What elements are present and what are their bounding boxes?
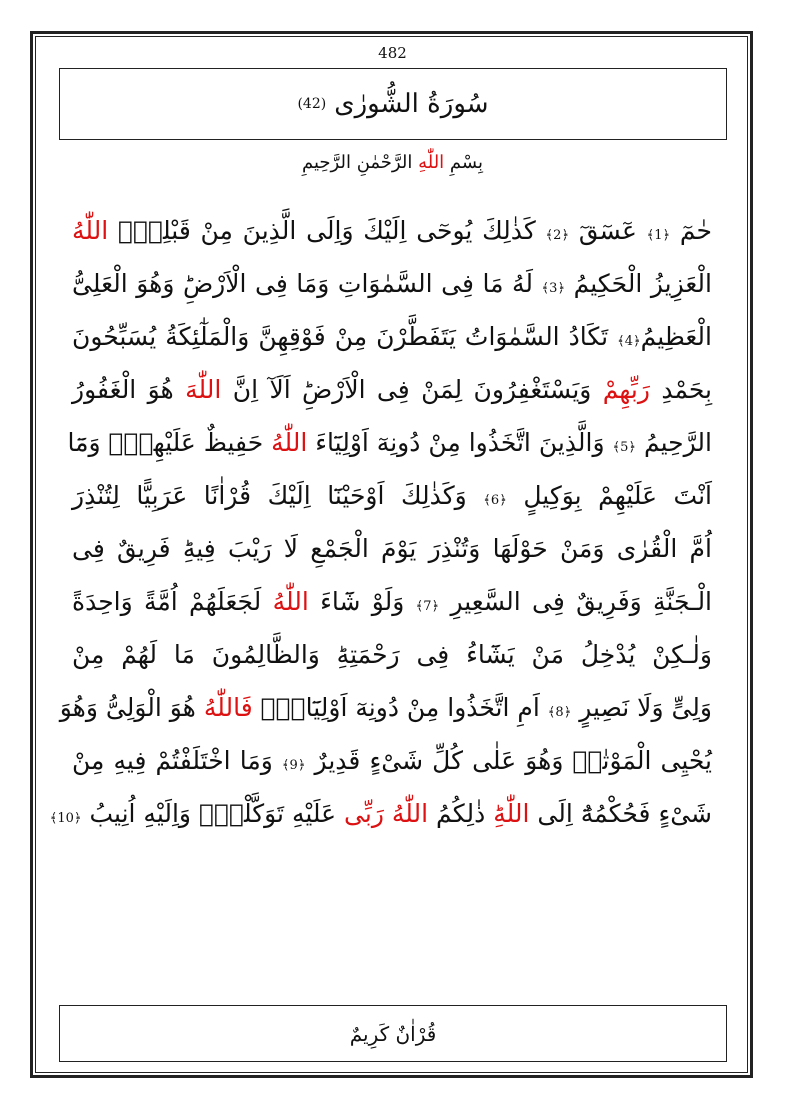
divine-name-text: اللّٰهِؕ: [493, 799, 530, 828]
divine-name-text: اللّٰهُ رَبِّى: [344, 799, 429, 828]
verse-text: وَالَّذِينَ اتَّخَذُوا مِنْ دُونِهٓ اَوْلِيَٓاءَ: [307, 428, 613, 457]
verse-line: [72, 204, 712, 257]
verse-text: تَكَادُ السَّمٰوَاتُ يَتَفَطَّرْنَ مِنْ فَوْقِهِنَّ وَالْمَلٰٓئِكَةُ يُسَبِّحُونَ: [72, 322, 618, 351]
verse-line: [72, 310, 712, 363]
verse-line: [72, 257, 712, 310]
verse-text: شَىْءٍ فَحُكْمُهُٓ اِلَى: [529, 799, 712, 828]
page-number: 482: [378, 44, 407, 62]
verse-text: اُمَّ الْقُرٰى وَمَنْ حَوْلَهَا وَتُنْذِرَ يَوْمَ الْجَمْعِ لَا رَيْبَ فِيهِؕ فَرِيقٌ فِى: [72, 534, 712, 563]
ayah-number: ﴿3﴾: [541, 281, 566, 296]
verse-text: وَمَا اخْتَلَفْتُمْ فِيهِ مِنْ: [72, 746, 282, 775]
verse-text: هُوَ الْوَلِىُّ وَهُوَ: [59, 693, 204, 722]
divine-name-text: فَاللّٰهُ: [203, 693, 253, 722]
surah-title: سُورَةُ الشُّورٰى: [334, 89, 489, 119]
divine-name-text: رَبِّهِمْ: [602, 375, 650, 404]
ayah-number: ﴿7﴾: [415, 599, 440, 614]
footer-box: [59, 1005, 727, 1062]
basmala-part: بِسْمِ: [444, 152, 483, 173]
ayah-number: ﴿1﴾: [646, 228, 671, 243]
verse-line: [72, 734, 712, 787]
ayah-number: ﴿2﴾: [545, 228, 570, 243]
divine-name-text: اللّٰهُ: [271, 428, 308, 457]
verse-text: وَكَذٰلِكَ اَوْحَيْنَٓا اِلَيْكَ قُرْاٰنًا عَرَبِيًّا لِتُنْذِرَ: [72, 481, 484, 510]
footer-text: قُرْاٰنٌ كَرِيمٌ: [349, 1021, 437, 1046]
verse-line: [72, 575, 712, 628]
verse-text: لَجَعَلَهُمْ اُمَّةً وَاحِدَةً: [72, 587, 273, 616]
verse-text: الرَّحِيمُ: [636, 428, 712, 457]
verse-line: [72, 628, 712, 681]
verse-line: [59, 681, 712, 734]
divine-name-text: اللّٰهُ: [72, 216, 109, 245]
verse-line: [72, 363, 712, 416]
verse-text: كَذٰلِكَ يُوحٓى اِلَيْكَ وَاِلَى الَّذِينَ مِنْ قَبْلِكَۙ: [108, 216, 546, 245]
surah-title-box: [59, 68, 727, 140]
ayah-number: ﴿8﴾: [547, 705, 572, 720]
surah-number: (42): [297, 96, 327, 112]
verse-line: [49, 787, 712, 840]
basmala-part: الرَّحْمٰنِ الرَّحِيمِ: [302, 152, 419, 173]
verse-text-block: [49, 204, 713, 840]
verse-line: [72, 469, 712, 522]
ayah-number: ﴿4﴾: [617, 334, 641, 349]
verse-text: هُوَ الْغَفُورُ: [72, 375, 186, 404]
verse-text: يُحْيِى الْمَوْتٰىۘ وَهُوَ عَلٰى كُلِّ شَىْءٍ قَدِيرٌ: [305, 746, 712, 775]
verse-text: حَفِيظٌ عَلَيْهِمْۘ وَمَٓا: [67, 428, 272, 457]
verse-line: [72, 522, 712, 575]
ayah-number: ﴿10﴾: [49, 811, 82, 826]
verse-text: وَلَوْ شَٓاءَ: [308, 587, 416, 616]
verse-text: وَلٰـكِنْ يُدْخِلُ مَنْ يَشَٓاءُ فِى رَحْمَتِهِؕ وَالظَّالِمُونَ مَا لَهُمْ مِنْ: [72, 640, 712, 669]
verse-text: عَلَيْهِ تَوَكَّلْتُۗ وَاِلَيْهِ اُنِيبُ: [81, 799, 345, 828]
verse-text: الْعَزِيزُ الْحَكِيمُ: [565, 269, 712, 298]
verse-line: [67, 416, 712, 469]
ayah-number: ﴿6﴾: [483, 493, 507, 508]
verse-text: بِحَمْدِ: [649, 375, 713, 404]
verse-text: عٓسٓقٓ: [569, 216, 647, 245]
verse-text: ذٰلِكُمُ: [428, 799, 494, 828]
verse-text: اَمِ اتَّخَذُوا مِنْ دُونِهٓ اَوْلِيَٓاءَۚ: [252, 693, 548, 722]
verse-text: اَنْتَ عَلَيْهِمْ بِوَكِيلٍ: [506, 481, 712, 510]
verse-text: حٰمٓ: [670, 216, 712, 245]
verse-text: الْـجَنَّةِ وَفَرِيقٌ فِى السَّعِيرِ: [439, 587, 713, 616]
verse-text: وَلِىٍّ وَلَا نَصِيرٍ: [571, 693, 712, 722]
divine-name-text: اللّٰهُ: [272, 587, 309, 616]
verse-text: وَيَسْتَغْفِرُونَ لِمَنْ فِى الْاَرْضِؕ اَلَآ اِنَّ: [221, 375, 603, 404]
divine-name-text: اللّٰهَ: [185, 375, 222, 404]
ayah-number: ﴿9﴾: [281, 758, 306, 773]
ayah-number: ﴿5﴾: [612, 440, 637, 455]
basmala-allah: اللّٰهِ: [418, 152, 445, 173]
verse-text: الْعَظِيمُ: [640, 322, 712, 351]
basmala: [0, 152, 785, 173]
verse-text: لَهُ مَا فِى السَّمٰوَاتِ وَمَا فِى الْاَرْضِؕ وَهُوَ الْعَلِىُّ: [72, 269, 542, 298]
